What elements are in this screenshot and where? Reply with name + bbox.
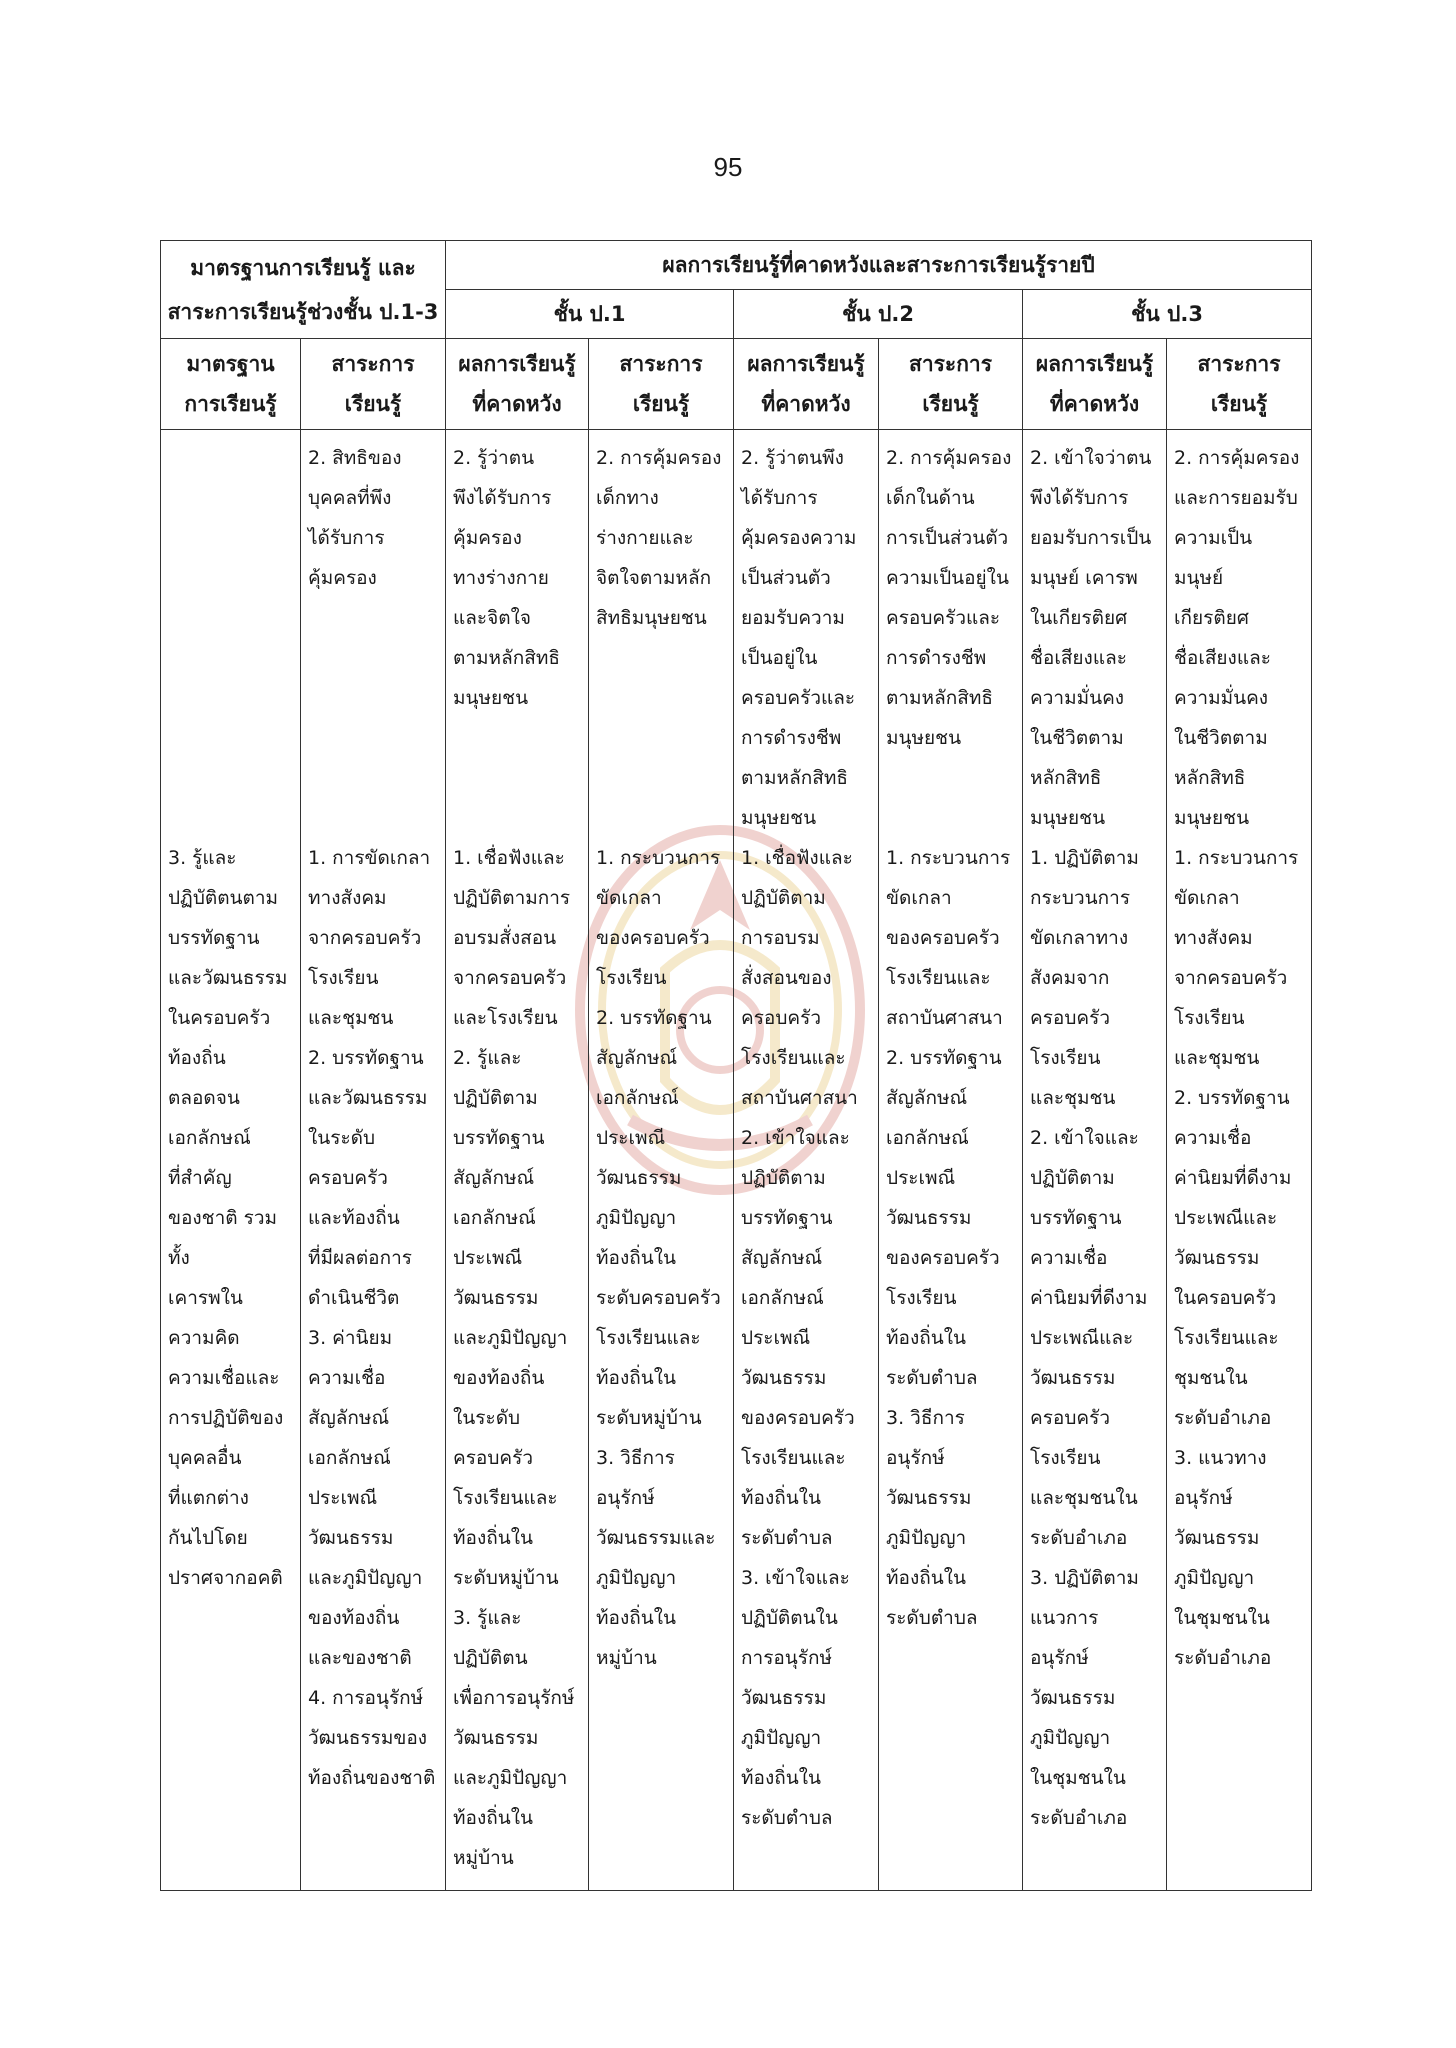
curriculum-table (160, 240, 1312, 1891)
body-cell-p3-content (1167, 430, 1312, 1891)
body-cell-p1-content (589, 430, 734, 1891)
outcomes-header: ผลการเรียนรู้ที่คาดหวังและสาระการเรียนรู้รายปี (446, 241, 1312, 290)
col-header-p1-outcome: ผลการเรียนรู้ ที่คาดหวัง (446, 339, 589, 430)
p2-content-text: 2. การคุ้มครอง เด็กในด้าน การเป็นส่วนตัว ความเป็นอยู่ใน ครอบครัวและ การดำรงชีพ ตามหลักสิทธิ มนุษยชน 1. กระบวนการ ขัดเกลา ของครอบครัว โรงเรียนและ สถาบันศาสนา 2. บรรทัดฐาน สัญลักษณ์ เอกลักษณ์ ประเพณี วัฒนธรรม ของครอบครัว โรงเรียน ท้องถิ่นใน ระดับตำบล 3. วิธีการ อนุรักษ์ วัฒนธรรม ภูมิปัญญา ท้องถิ่นใน ระดับตำบล (886, 447, 1012, 1629)
p3-content-text: 2. การคุ้มครอง และการยอมรับ ความเป็น มนุษย์ เกียรติยศ ชื่อเสียงและ ความมั่นคง ในชีวิตตาม หลักสิทธิ มนุษยชน 1. กระบวนการ ขัดเกลา ทางสังคม จากครอบครัว โรงเรียน และชุมชน 2. บรรทัดฐาน ความเชื่อ ค่านิยมที่ดีงาม ประเพณีและ วัฒนธรรม ในครอบครัว โรงเรียนและ ชุมชนใน ระดับอำเภอ 3. แนวทาง อนุรักษ์ วัฒนธรรม ภูมิปัญญา ในชุมชนใน ระดับอำเภอ (1174, 447, 1300, 1669)
col-header-p2-content: สาระการ เรียนรู้ (879, 339, 1023, 430)
grade-header-p1: ชั้น ป.1 (446, 290, 734, 339)
col-header-standard: มาตรฐาน การเรียนรู้ (161, 339, 301, 430)
col-header-p2-outcome: ผลการเรียนรู้ ที่คาดหวัง (734, 339, 879, 430)
body-cell-p2-content (879, 430, 1023, 1891)
page-number: 95 (713, 152, 743, 182)
body-cell-p1-outcome (446, 430, 589, 1891)
col-header-p1-content: สาระการ เรียนรู้ (589, 339, 734, 430)
p2-outcome-text: 2. รู้ว่าตนพึง ได้รับการ คุ้มครองความ เป็นส่วนตัว ยอมรับความ เป็นอยู่ใน ครอบครัวและ การดำรงชีพ ตามหลักสิทธิ มนุษยชน 1. เชื่อฟังและ ปฏิบัติตาม การอบรม สั่งสอนของ ครอบครัว โรงเรียนและ สถาบันศาสนา 2. เข้าใจและ ปฏิบัติตาม บรรทัดฐาน สัญลักษณ์ เอกลักษณ์ ประเพณี วัฒนธรรม ของครอบครัว โรงเรียนและ ท้องถิ่นใน ระดับตำบล 3. เข้าใจและ ปฏิบัติตนใน การอนุรักษ์ วัฒนธรรม ภูมิปัญญา ท้องถิ่นใน ระดับตำบล (741, 447, 858, 1829)
col-header-p3-content: สาระการ เรียนรู้ (1167, 339, 1312, 430)
p3-outcome-text: 2. เข้าใจว่าตน พึงได้รับการ ยอมรับการเป็น มนุษย์ เคารพ ในเกียรติยศ ชื่อเสียงและ ความมั่นคง ในชีวิตตาม หลักสิทธิ มนุษยชน 1. ปฏิบัติตาม กระบวนการ ขัดเกลาทาง สังคมจาก ครอบครัว โรงเรียน และชุมชน 2. เข้าใจและ ปฏิบัติตาม บรรทัดฐาน ความเชื่อ ค่านิยมที่ดีงาม ประเพณีและ วัฒนธรรม ครอบครัว โรงเรียน และชุมชนใน ระดับอำเภอ 3. ปฏิบัติตาม แนวการ อนุรักษ์ วัฒนธรรม ภูมิปัญญา ในชุมชนใน ระดับอำเภอ (1030, 447, 1152, 1829)
body-cell-standard (161, 430, 301, 1891)
col-header-p3-outcome: ผลการเรียนรู้ ที่คาดหวัง (1023, 339, 1167, 430)
body-cell-core-content (301, 430, 446, 1891)
grade-header-p3: ชั้น ป.3 (1023, 290, 1312, 339)
p1-content-text: 2. การคุ้มครอง เด็กทาง ร่างกายและ จิตใจตามหลัก สิทธิมนุษยชน 1. กระบวนการ ขัดเกลา ของครอบครัว โรงเรียน 2. บรรทัดฐาน สัญลักษณ์ เอกลักษณ์ ประเพณี วัฒนธรรม ภูมิปัญญา ท้องถิ่นใน ระดับครอบครัว โรงเรียนและ ท้องถิ่นใน ระดับหมู่บ้าน 3. วิธีการ อนุรักษ์ วัฒนธรรมและ ภูมิปัญญา ท้องถิ่นใน หมู่บ้าน (596, 447, 722, 1669)
col-header-core-content: สาระการ เรียนรู้ (301, 339, 446, 430)
standards-header: มาตรฐานการเรียนรู้ และ สาระการเรียนรู้ช่วงชั้น ป.1-3 (161, 241, 446, 339)
grade-header-p2: ชั้น ป.2 (734, 290, 1023, 339)
p1-outcome-text: 2. รู้ว่าตน พึงได้รับการ คุ้มครอง ทางร่างกาย และจิตใจ ตามหลักสิทธิ มนุษยชน 1. เชื่อฟังและ ปฏิบัติตามการ อบรมสั่งสอน จากครอบครัว และโรงเรียน 2. รู้และ ปฏิบัติตาม บรรทัดฐาน สัญลักษณ์ เอกลักษณ์ ประเพณี วัฒนธรรม และภูมิปัญญา ของท้องถิ่น ในระดับ ครอบครัว โรงเรียนและ ท้องถิ่นใน ระดับหมู่บ้าน 3. รู้และ ปฏิบัติตน เพื่อการอนุรักษ์ วัฒนธรรม และภูมิปัญญา ท้องถิ่นใน หมู่บ้าน (453, 447, 575, 1869)
core-content-text: 2. สิทธิของ บุคคลที่พึง ได้รับการ คุ้มครอง 1. การขัดเกลา ทางสังคม จากครอบครัว โรงเรียน และชุมชน 2. บรรทัดฐาน และวัฒนธรรม ในระดับ ครอบครัว และท้องถิ่น ที่มีผลต่อการ ดำเนินชีวิต 3. ค่านิยม ความเชื่อ สัญลักษณ์ เอกลักษณ์ ประเพณี วัฒนธรรม และภูมิปัญญา ของท้องถิ่น และของชาติ 4. การอนุรักษ์ วัฒนธรรมของ ท้องถิ่นของชาติ (308, 447, 436, 1789)
body-cell-p2-outcome (734, 430, 879, 1891)
body-cell-p3-outcome (1023, 430, 1167, 1891)
standard-text: 3. รู้และ ปฏิบัติตนตาม บรรทัดฐาน และวัฒนธรรม ในครอบครัว ท้องถิ่น ตลอดจน เอกลักษณ์ ที่สำคัญ ของชาติ รวมทั้ง เคารพใน ความคิด ความเชื่อและ การปฏิบัติของ บุคคลอื่น ที่แตกต่าง กันไปโดย ปราศจากอคติ (168, 847, 288, 1589)
